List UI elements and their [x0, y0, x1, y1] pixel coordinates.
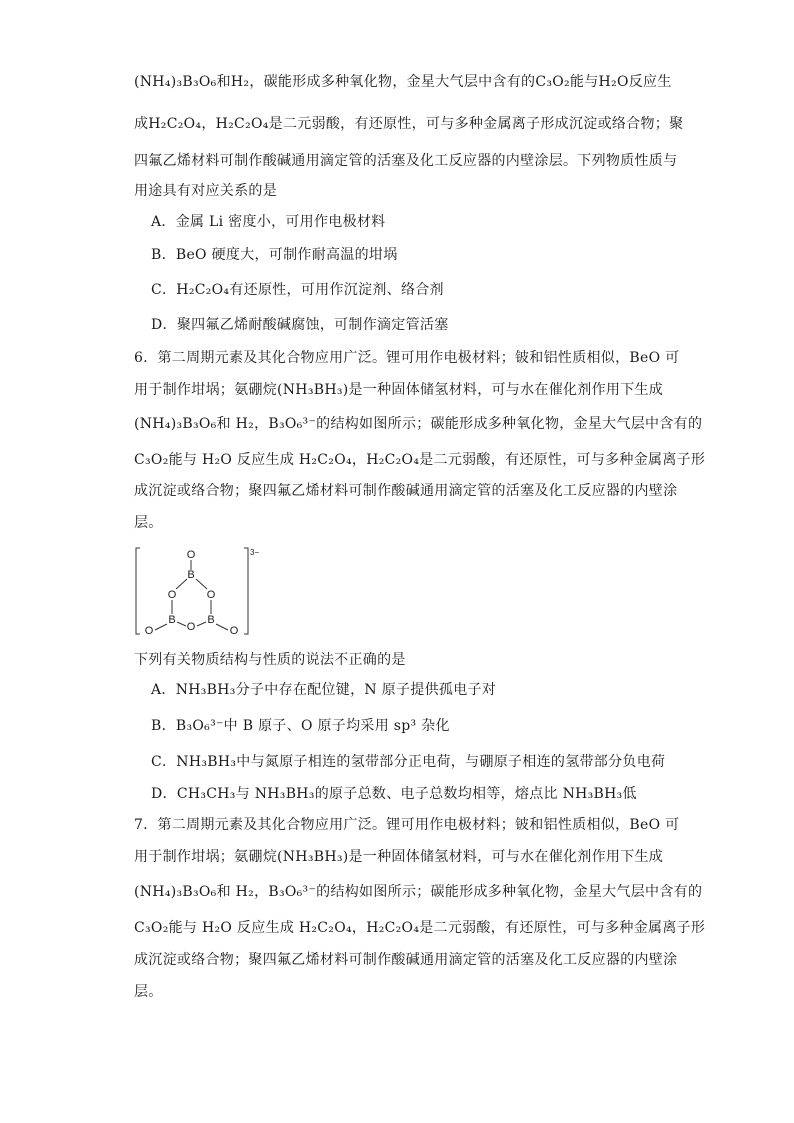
atom-o-ring-right: O [206, 589, 216, 601]
question-7-line-3: (NH₄)₃B₃O₆和 H₂，B₃O₆³⁻的结构如图所示；碳能形成多种氧化物，金星大气层中含有的 [134, 884, 703, 900]
question-6-line-6: 层。 [134, 515, 163, 531]
question-7-line-2: 用于制作坩埚；氨硼烷(NH₃BH₃)是一种固体储氢材料，可与水在催化剂作用下生成 [134, 849, 664, 865]
ion-charge: 3− [250, 548, 260, 557]
option-c: C．H₂C₂O₄有还原性，可用作沉淀剂、络合剂 [151, 282, 444, 298]
atom-o-top: O [186, 549, 196, 561]
question-7-line-4: C₃O₂能与 H₂O 反应生成 H₂C₂O₄，H₂C₂O₄是二元弱酸，有还原性，可与多种金属离子形 [134, 920, 706, 936]
q6-option-c: C．NH₃BH₃中与氮原子相连的氢带部分正电荷，与硼原子相连的氢带部分负电荷 [151, 754, 666, 770]
b3o6-structure-diagram [134, 546, 264, 638]
question-7-line-1: 7．第二周期元素及其化合物应用广泛。锂可用作电极材料；铍和铝性质相似，BeO 可 [134, 817, 680, 833]
atom-o-left-terminal: O [144, 625, 154, 637]
question-6-stem: 下列有关物质结构与性质的说法不正确的是 [134, 652, 406, 668]
q6-option-b: B．B₃O₆³⁻中 B 原子、O 原子均采用 sp³ 杂化 [151, 718, 450, 734]
text-line-3: 四氟乙烯材料可制作酸碱通用滴定管的活塞及化工反应器的内壁涂层。下列物质性质与 [134, 153, 678, 169]
text-line-2: 成H₂C₂O₄，H₂C₂O₄是二元弱酸，有还原性，可与多种金属离子形成沉淀或络合物；聚 [134, 116, 684, 132]
question-6-line-5: 成沉淀或络合物；聚四氟乙烯材料可制作酸碱通用滴定管的活塞及化工反应器的内壁涂 [134, 483, 678, 499]
question-6-line-3: (NH₄)₃B₃O₆和 H₂，B₃O₆³⁻的结构如图所示；碳能形成多种氧化物，金星大气层中含有的 [134, 416, 703, 432]
option-a: A．金属 Li 密度小，可用作电极材料 [151, 214, 386, 230]
question-6-line-4: C₃O₂能与 H₂O 反应生成 H₂C₂O₄，H₂C₂O₄是二元弱酸，有还原性，可与多种金属离子形 [134, 452, 706, 468]
atom-o-ring-left: O [167, 589, 177, 601]
text-line-4: 用途具有对应关系的是 [134, 183, 277, 199]
q6-option-d: D．CH₃CH₃与 NH₃BH₃的原子总数、电子总数均相等，熔点比 NH₃BH₃低 [151, 786, 637, 802]
atom-b-top: B [187, 569, 195, 581]
text-line-1: (NH₄)₃B₃O₆和H₂，碳能形成多种氧化物，金星大气层中含有的C₃O₂能与H₂O反应生 [134, 74, 672, 90]
atom-o-right-terminal: O [229, 625, 239, 637]
atom-b-left: B [168, 614, 176, 626]
question-6-line-2: 用于制作坩埚；氨硼烷(NH₃BH₃)是一种固体储氢材料，可与水在催化剂作用下生成 [134, 382, 664, 398]
option-b: B．BeO 硬度大，可制作耐高温的坩埚 [151, 247, 398, 263]
question-6-line-1: 6．第二周期元素及其化合物应用广泛。锂可用作电极材料；铍和铝性质相似，BeO 可 [134, 350, 680, 366]
question-7-line-6: 层。 [134, 984, 163, 1000]
option-d: D．聚四氟乙烯耐酸碱腐蚀，可制作滴定管活塞 [151, 317, 449, 333]
question-7-line-5: 成沉淀或络合物；聚四氟乙烯材料可制作酸碱通用滴定管的活塞及化工反应器的内壁涂 [134, 952, 678, 968]
atom-o-ring-bottom: O [186, 621, 196, 633]
atom-b-right: B [207, 614, 215, 626]
q6-option-a: A．NH₃BH₃分子中存在配位键，N 原子提供孤电子对 [151, 682, 497, 698]
